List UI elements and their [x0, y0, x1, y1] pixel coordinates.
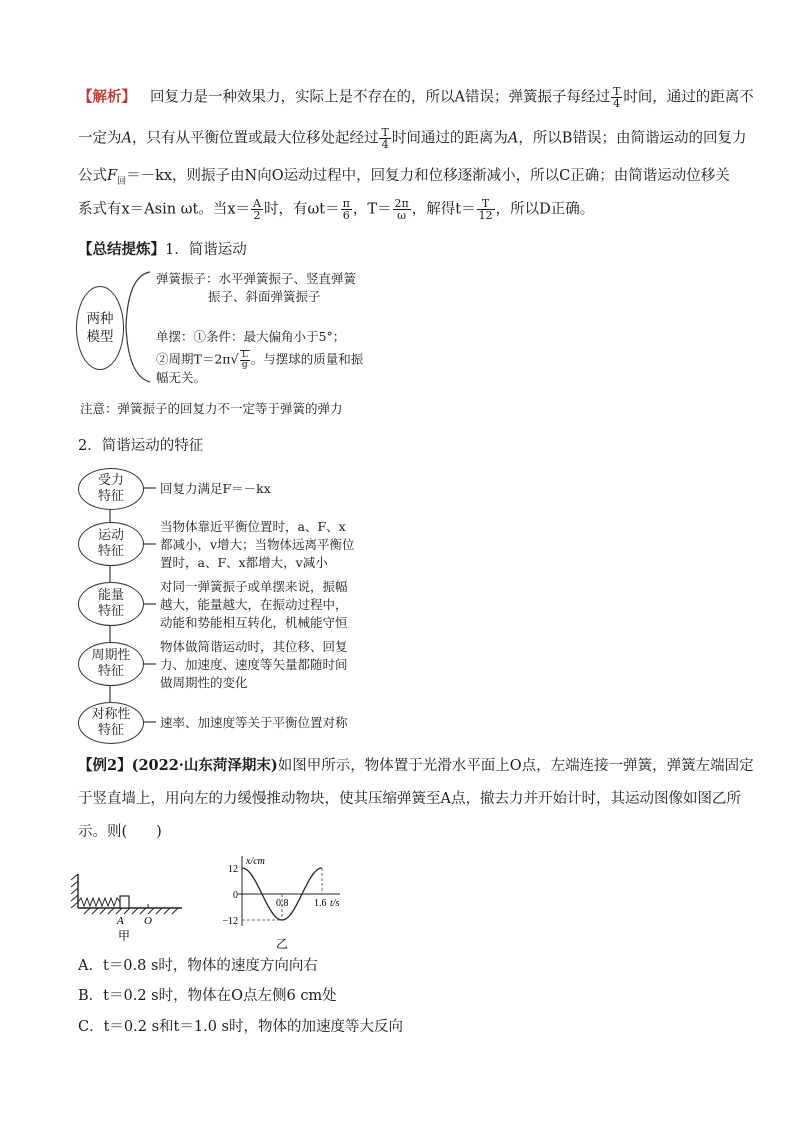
option-c[interactable]: C．t＝0.2 s和t＝1.0 s时，物体的加速度等大反向	[78, 1019, 403, 1035]
feature-oval-periodic: 周期性特征	[78, 642, 144, 686]
pendulum-line-1: 单摆：①条件：最大偏角小于5°；	[156, 329, 346, 344]
feature-text-motion-1: 当物体靠近平衡位置时，a、F、x	[160, 519, 346, 534]
analysis-tag: 【解析】	[78, 88, 136, 106]
analysis-line-3: 公式$F_回=-kx$，则振子由N向O运动过程中，回复力和位移逐渐减小，所以C正确；由简谐运动位移关	[78, 168, 730, 187]
feature-text-energy-3: 动能和势能相互转化，机械能守恒	[160, 615, 348, 630]
feature-oval-motion: 运动特征	[78, 522, 144, 566]
fraction-t-over-12: $\frac{T}{12}$	[478, 197, 493, 222]
fraction-t-over-4-b: $\frac{T}{4}$	[381, 126, 389, 151]
x-tick-1.6: 1.6	[314, 898, 327, 909]
spring-model-line-2: 振子、斜面弹簧振子	[208, 289, 321, 304]
features-diagram	[76, 466, 396, 746]
caption-figure-b: 乙	[276, 937, 289, 951]
feature-text-force: 回复力满足F＝－kx	[160, 481, 271, 496]
fraction-a-over-2: $\frac{A}{2}$	[253, 197, 261, 222]
summary-note: 注意：弹簧振子的回复力不一定等于弹簧的弹力	[80, 401, 343, 416]
xt-chart-svg	[212, 854, 362, 954]
pendulum-line-2: ②周期T＝2π√ $\frac{L}{g}$ 。与摆球的质量和振	[156, 350, 364, 370]
feature-oval-energy: 能量特征	[78, 582, 144, 626]
example-tag: 【例2】	[78, 757, 132, 774]
example-source: (2022·山东菏泽期末)	[131, 757, 278, 774]
y-axis-label: x/cm	[246, 856, 265, 867]
y-tick-minus-12: −12	[222, 916, 238, 927]
pendulum-line-3: 幅无关。	[156, 370, 207, 385]
example-line-3: 示。则( )	[78, 824, 162, 840]
models-diagram	[76, 266, 384, 388]
x-tick-0.8: 0.8	[276, 898, 289, 909]
feature-text-energy-1: 对同一弹簧振子或单摆来说，振幅	[160, 579, 348, 594]
figure-xt-chart	[212, 854, 362, 954]
spring-system-drawing	[68, 868, 188, 944]
feature-text-motion-3: 置时，a、F、x都增大，v减小	[160, 555, 328, 570]
fraction-pi-over-6: $\frac{\pi}{6}$	[342, 197, 350, 222]
feature-oval-symmetry: 对称性特征	[78, 702, 144, 744]
y-tick-12: 12	[228, 864, 238, 875]
caption-figure-a: 甲	[118, 929, 131, 943]
fraction-2pi-over-omega: $\frac{2\pi}{\omega}$	[394, 197, 409, 222]
models-brace	[122, 266, 152, 388]
models-oval: 两种模型	[76, 286, 124, 370]
analysis-line-2: 一定为A，只有从平衡位置或最大位移处起经过 $\frac{T}{4}$ 时间通过的距离为A，所以B错误；由简谐运动的回复力	[78, 126, 747, 151]
feature-text-periodic-2: 力、加速度、速度等矢量都随时间	[160, 657, 348, 672]
example-line-1: 【例2】(2022·山东菏泽期末)如图甲所示，物体置于光滑水平面上O点，左端连接一弹簧，弹簧左端固定	[78, 757, 754, 774]
feature-text-symmetry: 速率、加速度等关于平衡位置对称	[160, 715, 348, 730]
feature-text-periodic-1: 物体做简谐运动时，其位移、回复	[160, 639, 348, 654]
label-point-o: O	[144, 915, 152, 927]
figure-spring-system	[68, 868, 188, 944]
option-b[interactable]: B．t＝0.2 s时，物体在O点左侧6 cm处	[78, 988, 337, 1004]
analysis-line-4: 系式有x＝Asin ωt。当x＝ $\frac{A}{2}$ 时，有ωt＝ $\frac{\pi}{6}$ ，T＝ $\frac{2\pi}{\omega}$ ，解得t＝ $\frac{T}{12}$ ，所以D正确。	[78, 197, 595, 222]
x-axis-label: t/s	[330, 898, 340, 909]
feature-oval-force: 受力特征	[78, 468, 144, 510]
y-tick-0: 0	[233, 890, 238, 901]
feature-text-motion-2: 都减小，v增大；当物体远离平衡位	[160, 537, 355, 552]
summary-heading: 【总结提炼】1．简谐运动	[78, 241, 247, 258]
analysis-line-1: 【解析】 回复力是一种效果力，实际上是不存在的，所以A错误；弹簧振子每经过 $\frac{T}{4}$ 时间，通过的距离不	[78, 85, 754, 110]
summary-tag: 【总结提炼】	[78, 241, 165, 258]
feature-text-energy-2: 越大，能量越大，在振动过程中，	[160, 597, 348, 612]
spring-model-line-1: 弹簧振子：水平弹簧振子、竖直弹簧	[156, 271, 357, 286]
fraction-t-over-4: $\frac{T}{4}$	[612, 85, 621, 110]
option-a[interactable]: A．t＝0.8 s时，物体的速度方向向右	[78, 958, 318, 974]
example-line-2: 于竖直墙上，用向左的力缓慢推动物块，使其压缩弹簧至A点，撤去力并开始计时，其运动图像如图乙所	[78, 791, 741, 807]
feature-text-periodic-3: 做周期性的变化	[160, 675, 248, 690]
label-point-a: A	[117, 915, 124, 927]
features-heading: 2．简谐运动的特征	[78, 438, 204, 454]
